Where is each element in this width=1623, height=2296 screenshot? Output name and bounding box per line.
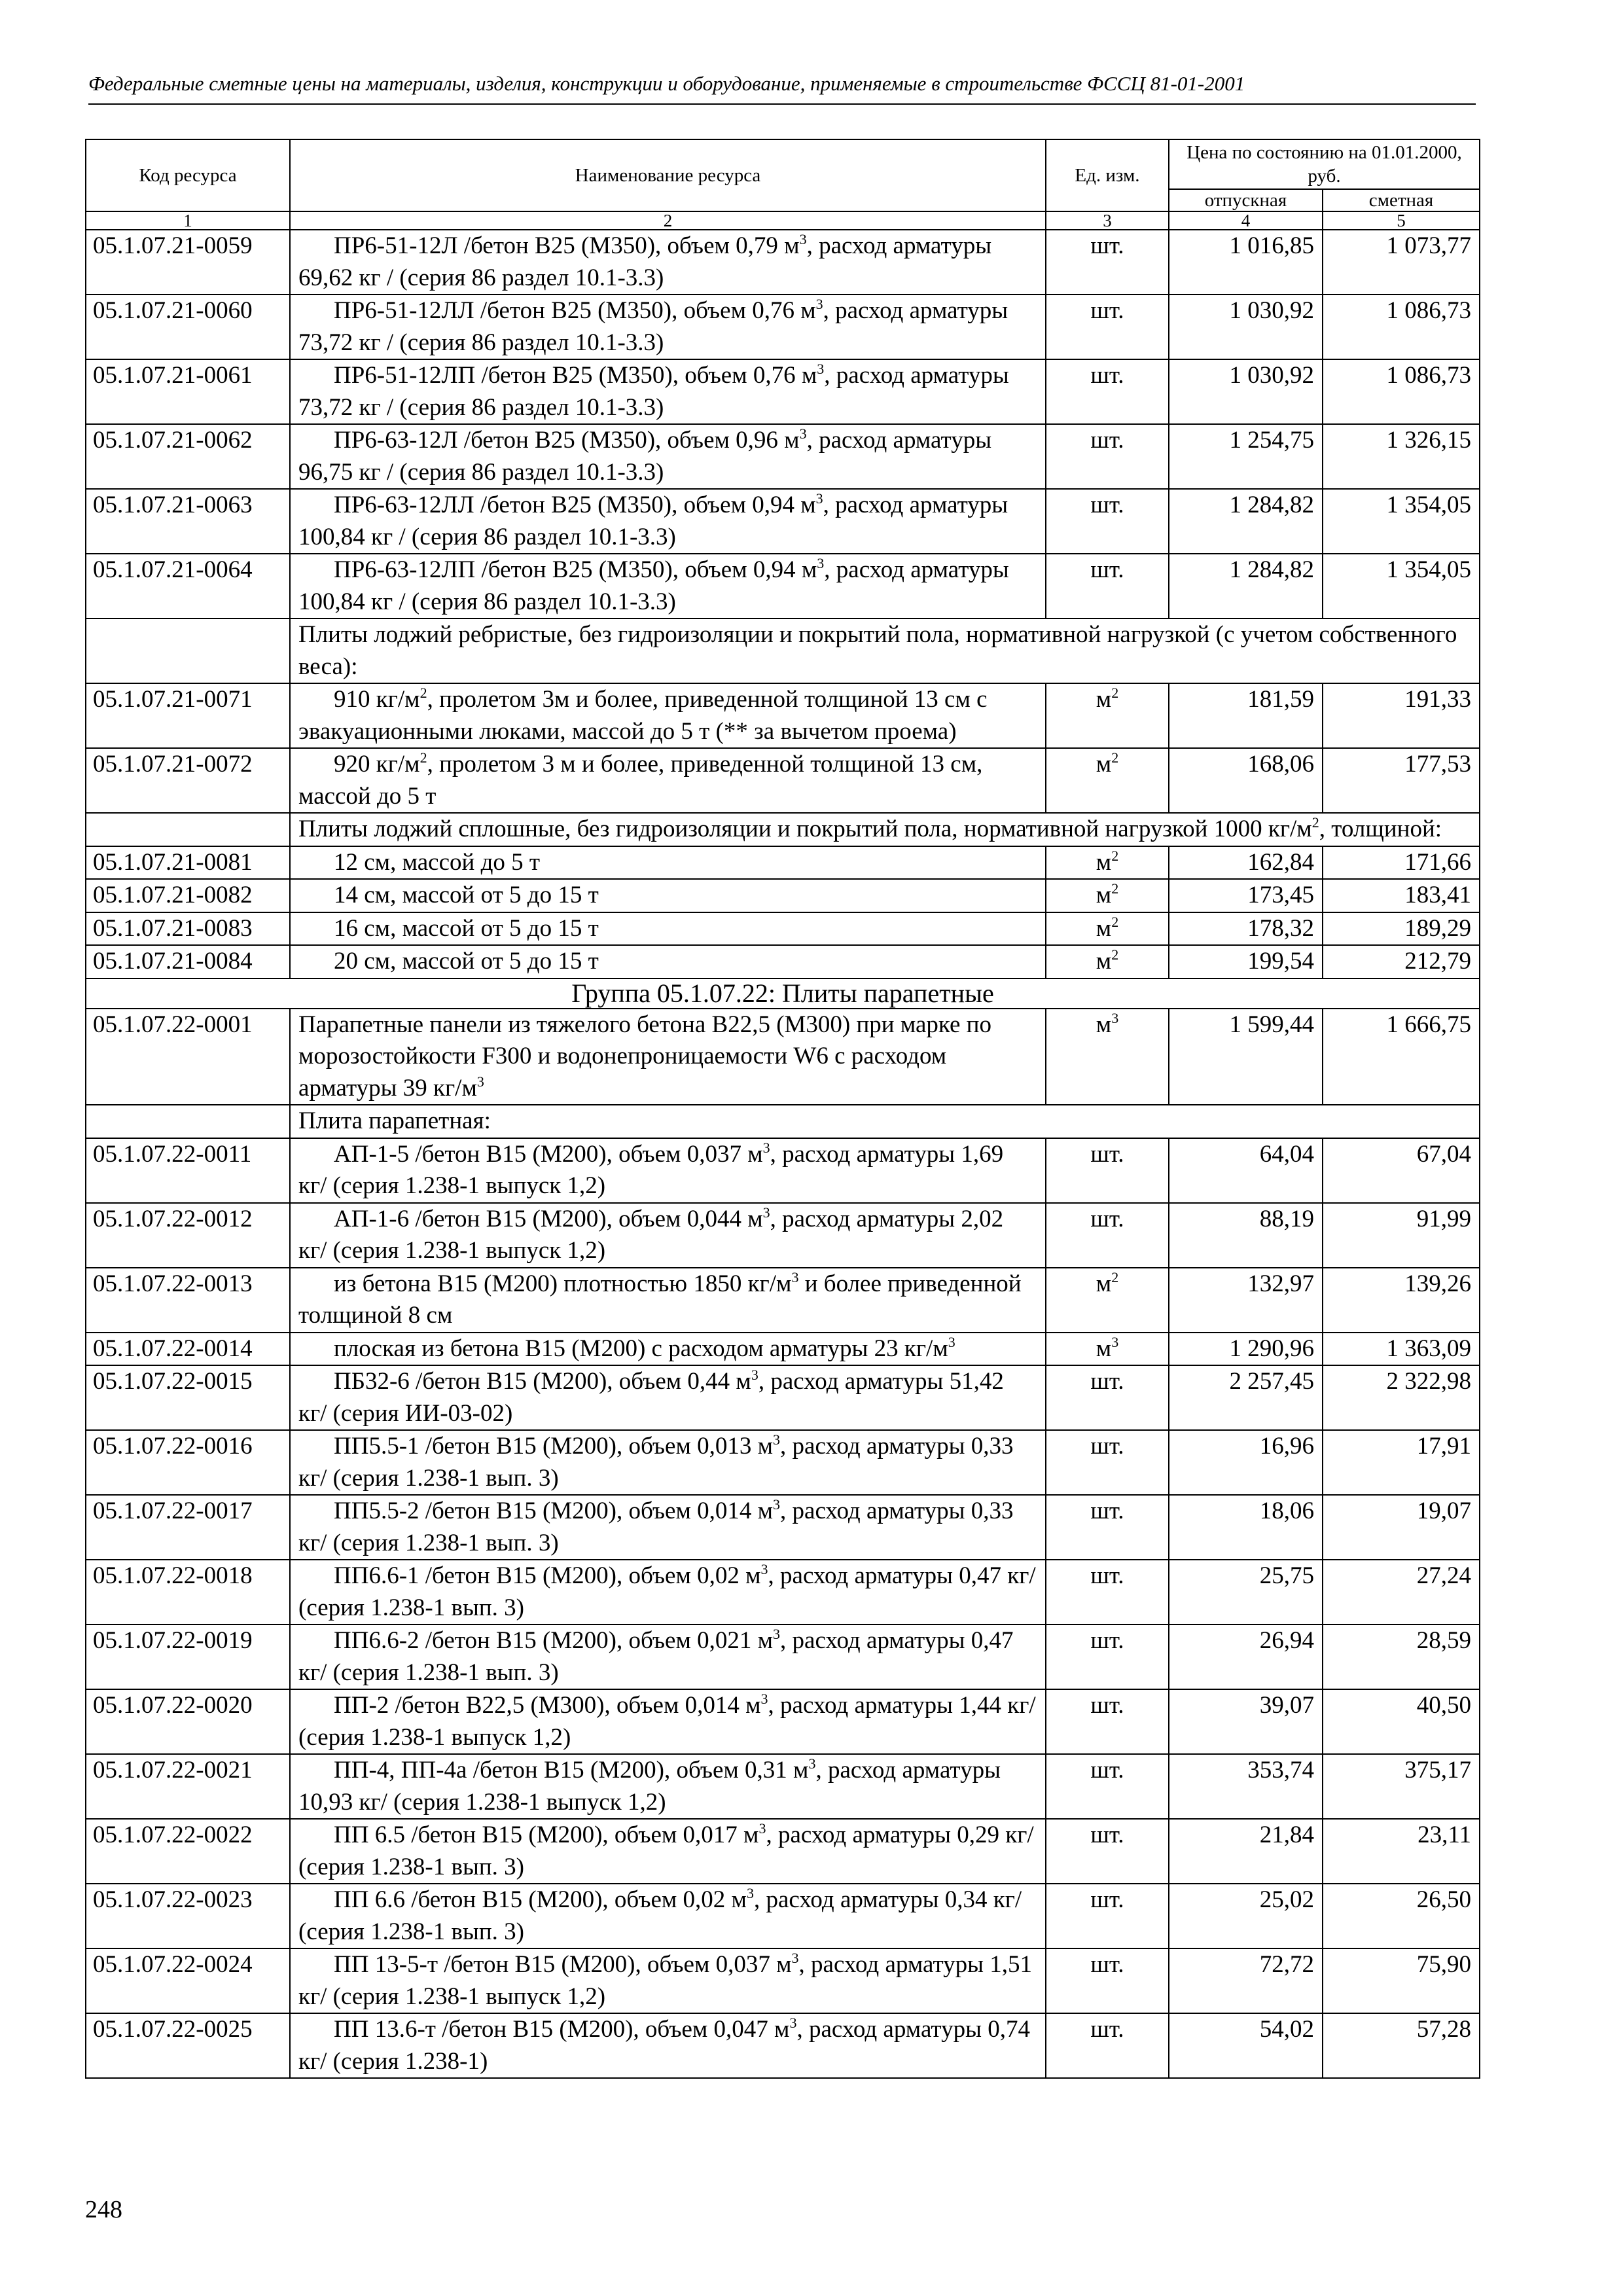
unit: $м^2$	[1046, 912, 1169, 946]
resource-code: 05.1.07.21-0071	[86, 683, 290, 748]
table-row	[86, 879, 1480, 912]
release-price: 199,54	[1169, 945, 1323, 978]
section-title: Плита парапетная:	[290, 1105, 1480, 1138]
estimate-price: 1 326,15	[1323, 424, 1480, 489]
empty-code-cell	[86, 619, 290, 683]
table-row	[86, 1009, 1480, 1105]
header-estimate-price: сметная	[1323, 189, 1480, 211]
empty-code-cell	[86, 813, 290, 846]
header-unit: Ед. изм.	[1046, 139, 1169, 211]
resource-name: 14 см, массой от 5 до 15 т	[290, 879, 1046, 912]
estimate-price: 1 666,75	[1323, 1009, 1480, 1105]
page-number: 248	[85, 2196, 122, 2223]
table-row	[86, 1819, 1480, 1884]
estimate-price: 17,91	[1323, 1430, 1480, 1495]
table-row	[86, 1138, 1480, 1203]
release-price: 26,94	[1169, 1624, 1323, 1689]
unit: $м^2$	[1046, 879, 1169, 912]
header-code: Код ресурса	[86, 139, 290, 211]
release-price: 18,06	[1169, 1495, 1323, 1560]
resource-code: 05.1.07.22-0015	[86, 1365, 290, 1430]
table-row	[86, 1365, 1480, 1430]
unit: шт.	[1046, 424, 1169, 489]
running-header: Федеральные сметные цены на материалы, изделия, конструкции и оборудование, применяемые в строительстве ФССЦ 81-01-2001	[88, 72, 1245, 95]
resource-name: ПР6-51-12ЛЛ /бетон В25 (М350), объем 0,76 $м^3$, расход арматуры 73,72 кг / (серия 86 раздел 10.1-3.3)	[290, 295, 1046, 359]
resource-code: 05.1.07.21-0084	[86, 945, 290, 978]
unit: $м^2$	[1046, 846, 1169, 880]
estimate-price: 1 363,09	[1323, 1333, 1480, 1366]
resource-name: ПП 13.6-т /бетон В15 (М200), объем 0,047 $м^3$, расход арматуры 0,74 кг/ (серия 1.238-1)	[290, 2013, 1046, 2078]
resource-code: 05.1.07.21-0064	[86, 554, 290, 619]
resource-code: 05.1.07.22-0016	[86, 1430, 290, 1495]
unit: шт.	[1046, 2013, 1169, 2078]
resource-name: ПП 13-5-т /бетон В15 (М200), объем 0,037 $м^3$, расход арматуры 1,51 кг/ (серия 1.238-1 выпуск 1,2)	[290, 1948, 1046, 2013]
resource-code: 05.1.07.22-0011	[86, 1138, 290, 1203]
resource-name: ПП-4, ПП-4а /бетон В15 (М200), объем 0,31 $м^3$, расход арматуры 10,93 кг/ (серия 1.238-1 выпуск 1,2)	[290, 1754, 1046, 1819]
table-row	[86, 1560, 1480, 1624]
resource-code: 05.1.07.22-0020	[86, 1689, 290, 1754]
column-number: 1	[86, 211, 290, 230]
section-row	[86, 1105, 1480, 1138]
release-price: 353,74	[1169, 1754, 1323, 1819]
table-row	[86, 424, 1480, 489]
release-price: 25,02	[1169, 1884, 1323, 1948]
release-price: 181,59	[1169, 683, 1323, 748]
estimate-price: 67,04	[1323, 1138, 1480, 1203]
release-price: 25,75	[1169, 1560, 1323, 1624]
estimate-price: 189,29	[1323, 912, 1480, 946]
release-price: 21,84	[1169, 1819, 1323, 1884]
table-row	[86, 748, 1480, 813]
release-price: 1 599,44	[1169, 1009, 1323, 1105]
resource-code: 05.1.07.21-0060	[86, 295, 290, 359]
estimate-price: 171,66	[1323, 846, 1480, 880]
unit: шт.	[1046, 1624, 1169, 1689]
estimate-price: 177,53	[1323, 748, 1480, 813]
unit: шт.	[1046, 554, 1169, 619]
estimate-price: 375,17	[1323, 1754, 1480, 1819]
resource-name: ПП6.6-2 /бетон В15 (М200), объем 0,021 $м^3$, расход арматуры 0,47 кг/ (серия 1.238-1 вып. 3)	[290, 1624, 1046, 1689]
resource-code: 05.1.07.22-0022	[86, 1819, 290, 1884]
table-row	[86, 554, 1480, 619]
release-price: 16,96	[1169, 1430, 1323, 1495]
resource-code: 05.1.07.22-0021	[86, 1754, 290, 1819]
table-row	[86, 2013, 1480, 2078]
estimate-price: 1 354,05	[1323, 489, 1480, 554]
price-table	[85, 139, 1480, 2079]
resource-code: 05.1.07.21-0063	[86, 489, 290, 554]
section-row	[86, 619, 1480, 683]
resource-code: 05.1.07.22-0023	[86, 1884, 290, 1948]
release-price: 173,45	[1169, 879, 1323, 912]
resource-code: 05.1.07.22-0001	[86, 1009, 290, 1105]
resource-name: ПР6-51-12ЛП /бетон В25 (М350), объем 0,76 $м^3$, расход арматуры 73,72 кг / (серия 86 раздел 10.1-3.3)	[290, 359, 1046, 424]
resource-name: 12 см, массой до 5 т	[290, 846, 1046, 880]
unit: $м^2$	[1046, 945, 1169, 978]
resource-code: 05.1.07.22-0024	[86, 1948, 290, 2013]
resource-name: из бетона В15 (М200) плотностью 1850 $кг/м^3$ и более приведенной толщиной 8 см	[290, 1268, 1046, 1333]
resource-code: 05.1.07.21-0083	[86, 912, 290, 946]
estimate-price: 1 086,73	[1323, 295, 1480, 359]
resource-code: 05.1.07.21-0062	[86, 424, 290, 489]
unit: шт.	[1046, 1138, 1169, 1203]
estimate-price: 1 086,73	[1323, 359, 1480, 424]
resource-code: 05.1.07.22-0012	[86, 1203, 290, 1268]
estimate-price: 183,41	[1323, 879, 1480, 912]
estimate-price: 28,59	[1323, 1624, 1480, 1689]
table-row	[86, 1948, 1480, 2013]
resource-code: 05.1.07.21-0059	[86, 230, 290, 295]
resource-name: АП-1-6 /бетон В15 (М200), объем 0,044 $м^3$, расход арматуры 2,02 кг/ (серия 1.238-1 выпуск 1,2)	[290, 1203, 1046, 1268]
unit: шт.	[1046, 1560, 1169, 1624]
release-price: 1 030,92	[1169, 295, 1323, 359]
column-number: 4	[1169, 211, 1323, 230]
estimate-price: 27,24	[1323, 1560, 1480, 1624]
resource-code: 05.1.07.22-0025	[86, 2013, 290, 2078]
resource-name: ПР6-63-12ЛП /бетон В25 (М350), объем 0,94 $м^3$, расход арматуры 100,84 кг / (серия 86 раздел 10.1-3.3)	[290, 554, 1046, 619]
group-title: Группа 05.1.07.22: Плиты парапетные	[86, 978, 1480, 1009]
release-price: 1 290,96	[1169, 1333, 1323, 1366]
resource-name: ПП6.6-1 /бетон В15 (М200), объем 0,02 $м^3$, расход арматуры 0,47 кг/ (серия 1.238-1 вып. 3)	[290, 1560, 1046, 1624]
table-row	[86, 295, 1480, 359]
table-row	[86, 1430, 1480, 1495]
section-title: Плиты лоджий ребристые, без гидроизоляции и покрытий пола, нормативной нагрузкой (с учетом собственного веса):	[290, 619, 1480, 683]
estimate-price: 57,28	[1323, 2013, 1480, 2078]
column-numbers-row	[86, 211, 1480, 230]
unit: шт.	[1046, 1754, 1169, 1819]
column-number: 3	[1046, 211, 1169, 230]
resource-name: 16 см, массой от 5 до 15 т	[290, 912, 1046, 946]
estimate-price: 2 322,98	[1323, 1365, 1480, 1430]
estimate-price: 139,26	[1323, 1268, 1480, 1333]
resource-code: 05.1.07.22-0019	[86, 1624, 290, 1689]
table-row	[86, 1203, 1480, 1268]
table-body	[86, 230, 1480, 2078]
group-row	[86, 978, 1480, 1009]
unit: шт.	[1046, 295, 1169, 359]
section-title: Плиты лоджий сплошные, без гидроизоляции и покрытий пола, нормативной нагрузкой 1000 $кг/м^2$, толщиной:	[290, 813, 1480, 846]
resource-name: ПП-2 /бетон В22,5 (М300), объем 0,014 $м^3$, расход арматуры 1,44 кг/ (серия 1.238-1 выпуск 1,2)	[290, 1689, 1046, 1754]
table-row	[86, 1495, 1480, 1560]
unit: шт.	[1046, 1365, 1169, 1430]
empty-code-cell	[86, 1105, 290, 1138]
unit: шт.	[1046, 1948, 1169, 2013]
table-row	[86, 1624, 1480, 1689]
estimate-price: 19,07	[1323, 1495, 1480, 1560]
unit: шт.	[1046, 1884, 1169, 1948]
resource-code: 05.1.07.21-0072	[86, 748, 290, 813]
column-number: 2	[290, 211, 1046, 230]
unit: $м^3$	[1046, 1009, 1169, 1105]
column-number: 5	[1323, 211, 1480, 230]
unit: $м^2$	[1046, 1268, 1169, 1333]
table-row	[86, 489, 1480, 554]
table-row	[86, 683, 1480, 748]
release-price: 2 257,45	[1169, 1365, 1323, 1430]
resource-name: ПР6-63-12Л /бетон В25 (М350), объем 0,96 $м^3$, расход арматуры 96,75 кг / (серия 86 раздел 10.1-3.3)	[290, 424, 1046, 489]
section-row	[86, 813, 1480, 846]
resource-name: 920 $кг/м^2$, пролетом 3 м и более, приведенной толщиной 13 см, массой до 5 т	[290, 748, 1046, 813]
release-price: 178,32	[1169, 912, 1323, 946]
unit: шт.	[1046, 1495, 1169, 1560]
table-row	[86, 1884, 1480, 1948]
release-price: 1 016,85	[1169, 230, 1323, 295]
resource-name: ПБ32-6 /бетон В15 (М200), объем 0,44 $м^3$, расход арматуры 51,42 кг/ (серия ИИ-03-02)	[290, 1365, 1046, 1430]
unit: $м^3$	[1046, 1333, 1169, 1366]
table-row	[86, 846, 1480, 880]
header-name: Наименование ресурса	[290, 139, 1046, 211]
resource-code: 05.1.07.21-0081	[86, 846, 290, 880]
resource-name: 20 см, массой от 5 до 15 т	[290, 945, 1046, 978]
header-rule	[88, 103, 1476, 105]
unit: шт.	[1046, 230, 1169, 295]
table-row	[86, 1754, 1480, 1819]
estimate-price: 1 354,05	[1323, 554, 1480, 619]
resource-name: ПП 6.5 /бетон В15 (М200), объем 0,017 $м^3$, расход арматуры 0,29 кг/ (серия 1.238-1 вып. 3)	[290, 1819, 1046, 1884]
table-row	[86, 1268, 1480, 1333]
release-price: 72,72	[1169, 1948, 1323, 2013]
resource-name: ПП 6.6 /бетон В15 (М200), объем 0,02 $м^3$, расход арматуры 0,34 кг/ (серия 1.238-1 вып. 3)	[290, 1884, 1046, 1948]
release-price: 1 030,92	[1169, 359, 1323, 424]
resource-name: ПР6-63-12ЛЛ /бетон В25 (М350), объем 0,94 $м^3$, расход арматуры 100,84 кг / (серия 86 раздел 10.1-3.3)	[290, 489, 1046, 554]
estimate-price: 23,11	[1323, 1819, 1480, 1884]
release-price: 1 284,82	[1169, 489, 1323, 554]
release-price: 1 284,82	[1169, 554, 1323, 619]
unit: шт.	[1046, 1819, 1169, 1884]
release-price: 54,02	[1169, 2013, 1323, 2078]
unit: шт.	[1046, 489, 1169, 554]
resource-name: 910 $кг/м^2$, пролетом 3м и более, приведенной толщиной 13 см с эвакуационными люками, массой до 5 т (** за вычетом проема)	[290, 683, 1046, 748]
table-row	[86, 912, 1480, 946]
unit: шт.	[1046, 1689, 1169, 1754]
release-price: 39,07	[1169, 1689, 1323, 1754]
table-row	[86, 230, 1480, 295]
estimate-price: 1 073,77	[1323, 230, 1480, 295]
estimate-price: 212,79	[1323, 945, 1480, 978]
resource-name: ПР6-51-12Л /бетон В25 (М350), объем 0,79 $м^3$, расход арматуры 69,62 кг / (серия 86 раздел 10.1-3.3)	[290, 230, 1046, 295]
table-row	[86, 1689, 1480, 1754]
table-row	[86, 1333, 1480, 1366]
unit: $м^2$	[1046, 683, 1169, 748]
release-price: 1 254,75	[1169, 424, 1323, 489]
estimate-price: 40,50	[1323, 1689, 1480, 1754]
release-price: 64,04	[1169, 1138, 1323, 1203]
table-row	[86, 945, 1480, 978]
release-price: 132,97	[1169, 1268, 1323, 1333]
header-price: Цена по состоянию на 01.01.2000, руб.	[1169, 139, 1480, 189]
header-release-price: отпускная	[1169, 189, 1323, 211]
unit: шт.	[1046, 1203, 1169, 1268]
estimate-price: 191,33	[1323, 683, 1480, 748]
resource-code: 05.1.07.22-0018	[86, 1560, 290, 1624]
release-price: 162,84	[1169, 846, 1323, 880]
unit: $м^2$	[1046, 748, 1169, 813]
unit: шт.	[1046, 1430, 1169, 1495]
unit: шт.	[1046, 359, 1169, 424]
estimate-price: 91,99	[1323, 1203, 1480, 1268]
resource-name: плоская из бетона В15 (М200) с расходом арматуры 23 $кг/м^3$	[290, 1333, 1046, 1366]
resource-name: ПП5.5-1 /бетон В15 (М200), объем 0,013 $м^3$, расход арматуры 0,33 кг/ (серия 1.238-1 вып. 3)	[290, 1430, 1046, 1495]
release-price: 168,06	[1169, 748, 1323, 813]
resource-name: Парапетные панели из тяжелого бетона В22,5 (М300) при марке по морозостойкости F300 и водонепроницаемости W6 с расходом арматуры 39 $кг/м^3$	[290, 1009, 1046, 1105]
resource-code: 05.1.07.22-0017	[86, 1495, 290, 1560]
estimate-price: 75,90	[1323, 1948, 1480, 2013]
release-price: 88,19	[1169, 1203, 1323, 1268]
resource-code: 05.1.07.22-0013	[86, 1268, 290, 1333]
resource-code: 05.1.07.21-0082	[86, 879, 290, 912]
resource-name: АП-1-5 /бетон В15 (М200), объем 0,037 $м^3$, расход арматуры 1,69 кг/ (серия 1.238-1 выпуск 1,2)	[290, 1138, 1046, 1203]
estimate-price: 26,50	[1323, 1884, 1480, 1948]
table-row	[86, 359, 1480, 424]
resource-code: 05.1.07.22-0014	[86, 1333, 290, 1366]
resource-code: 05.1.07.21-0061	[86, 359, 290, 424]
resource-name: ПП5.5-2 /бетон В15 (М200), объем 0,014 $м^3$, расход арматуры 0,33 кг/ (серия 1.238-1 вып. 3)	[290, 1495, 1046, 1560]
